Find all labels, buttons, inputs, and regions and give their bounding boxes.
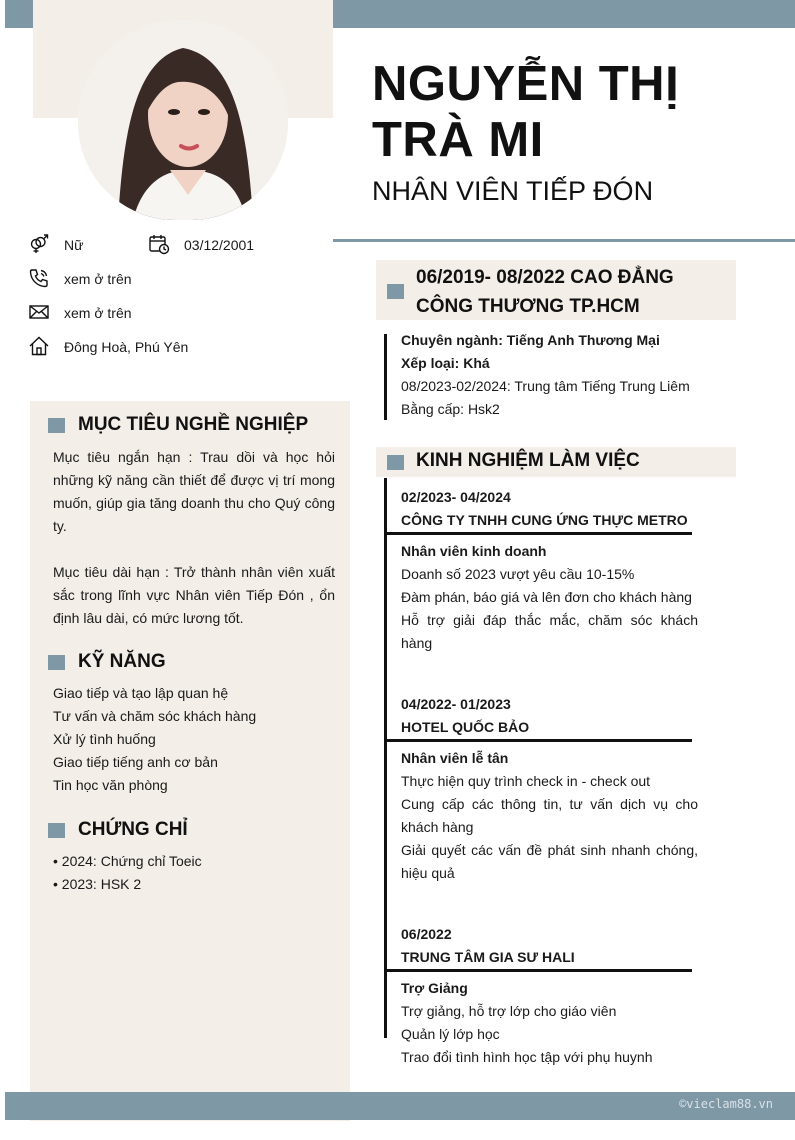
job-duty: Cung cấp các thông tin, tư vấn dịch vụ cho khách hàng: [401, 796, 698, 835]
job-duty: Đàm phán, báo giá và lên đơn cho khách hàng: [401, 589, 692, 605]
job-duty: Doanh số 2023 vượt yêu cầu 10-15%: [401, 566, 635, 582]
email-value: xem ở trên: [64, 305, 132, 321]
gender-value: Nữ: [64, 237, 84, 253]
education-timeline: [384, 334, 387, 420]
career-goal-short: Mục tiêu ngắn hạn : Trau dồi và học hỏi những kỹ năng cần thiết để được vị trí mong muốn, giúp gia tăng doanh thu cho Quý công ty.: [53, 449, 335, 534]
section-marker: [387, 455, 404, 470]
skill-item: Tư vấn và chăm sóc khách hàng: [53, 708, 257, 724]
gender-icon: [28, 233, 50, 255]
certificates-heading: [48, 819, 188, 841]
section-marker: [48, 418, 65, 433]
job-divider: [384, 969, 692, 972]
skill-item: Tin học văn phòng: [53, 777, 168, 793]
job-divider: [384, 532, 692, 535]
education-extra: 08/2023-02/2024: Trung tâm Tiếng Trung Liêm: [401, 378, 690, 394]
job-header: [401, 693, 701, 739]
job-company: HOTEL QUỐC BẢO: [401, 719, 530, 735]
home-icon: [28, 335, 50, 357]
job-duty: Thực hiện quy trình check in - check out: [401, 773, 651, 789]
education-heading-line1: 06/2019- 08/2022 CAO ĐẲNG: [416, 267, 674, 288]
phone-value: xem ở trên: [64, 271, 132, 287]
skill-item: Giao tiếp và tạo lập quan hệ: [53, 685, 229, 701]
skill-item: Giao tiếp tiếng anh cơ bản: [53, 754, 218, 770]
education-grade: Xếp loại: Khá: [401, 355, 490, 371]
birthdate-value: 03/12/2001: [184, 237, 255, 253]
job-details: [401, 747, 698, 885]
education-heading-line2: CÔNG THƯƠNG TP.HCM: [416, 296, 640, 317]
certificates-list: [53, 850, 343, 896]
header-divider: [333, 239, 795, 242]
job-duty: Quản lý lớp học: [401, 1026, 500, 1042]
skill-item: Xử lý tình huống: [53, 731, 156, 747]
calendar-icon: [148, 233, 170, 255]
education-heading: [376, 260, 736, 320]
watermark: ©vieclam88.vn: [679, 1097, 773, 1111]
career-goal-heading-text: MỤC TIÊU NGHỀ NGHIỆP: [78, 414, 309, 435]
experience-heading: [376, 447, 736, 477]
education-major: Chuyên ngành: Tiếng Anh Thương Mại: [401, 332, 660, 348]
career-goal-heading: [48, 414, 308, 436]
job-header: [401, 923, 701, 969]
bottom-accent-bar: [5, 1092, 795, 1120]
job-duty: Trao đổi tình hình học tập với phụ huynh: [401, 1049, 653, 1065]
experience-heading-text: KINH NGHIỆM LÀM VIỆC: [416, 450, 640, 471]
job-title: NHÂN VIÊN TIẾP ĐÓN: [372, 176, 654, 206]
certificate-item: • 2023: HSK 2: [53, 876, 142, 892]
job-period: 02/2023- 04/2024: [401, 489, 511, 505]
job-details: [401, 977, 698, 1069]
job-period: 04/2022- 01/2023: [401, 696, 511, 712]
address-value: Đông Hoà, Phú Yên: [64, 339, 189, 355]
job-company: TRUNG TÂM GIA SƯ HALI: [401, 949, 575, 965]
job-header: [401, 486, 701, 532]
skills-heading-text: KỸ NĂNG: [78, 651, 166, 672]
job-role: Nhân viên kinh doanh: [401, 543, 547, 559]
job-company: CÔNG TY TNHH CUNG ỨNG THỰC METRO: [401, 512, 688, 528]
job-role: Nhân viên lễ tân: [401, 750, 509, 766]
avatar: [78, 20, 288, 220]
mail-icon: [28, 301, 50, 323]
job-duty: Trợ giảng, hỗ trợ lớp cho giáo viên: [401, 1003, 617, 1019]
section-marker: [387, 284, 404, 299]
skills-heading: [48, 651, 166, 673]
job-divider: [384, 739, 692, 742]
job-period: 06/2022: [401, 926, 452, 942]
education-details: [401, 329, 721, 421]
certificate-item: • 2024: Chứng chỉ Toeic: [53, 853, 202, 869]
section-marker: [48, 823, 65, 838]
job-duty: Hỗ trợ giải đáp thắc mắc, chăm sóc khách hàng: [401, 612, 698, 651]
job-duty: Giải quyết các vấn đề phát sinh nhanh chóng, hiệu quả: [401, 842, 698, 881]
career-goal-long: Mục tiêu dài hạn : Trở thành nhân viên xuất sắc trong lĩnh vực Nhân viên Tiếp Đón , ổn định lâu dài, có mức lương tốt.: [53, 564, 335, 626]
phone-icon: [28, 267, 50, 289]
experience-timeline: [384, 478, 387, 1038]
candidate-name: NGUYỄN THỊ TRÀ MI: [372, 57, 680, 167]
skills-list: [53, 682, 343, 797]
job-role: Trợ Giảng: [401, 980, 468, 996]
certificates-heading-text: CHỨNG CHỈ: [78, 819, 188, 840]
job-details: [401, 540, 698, 655]
section-marker: [48, 655, 65, 670]
education-degree: Bằng cấp: Hsk2: [401, 401, 500, 417]
